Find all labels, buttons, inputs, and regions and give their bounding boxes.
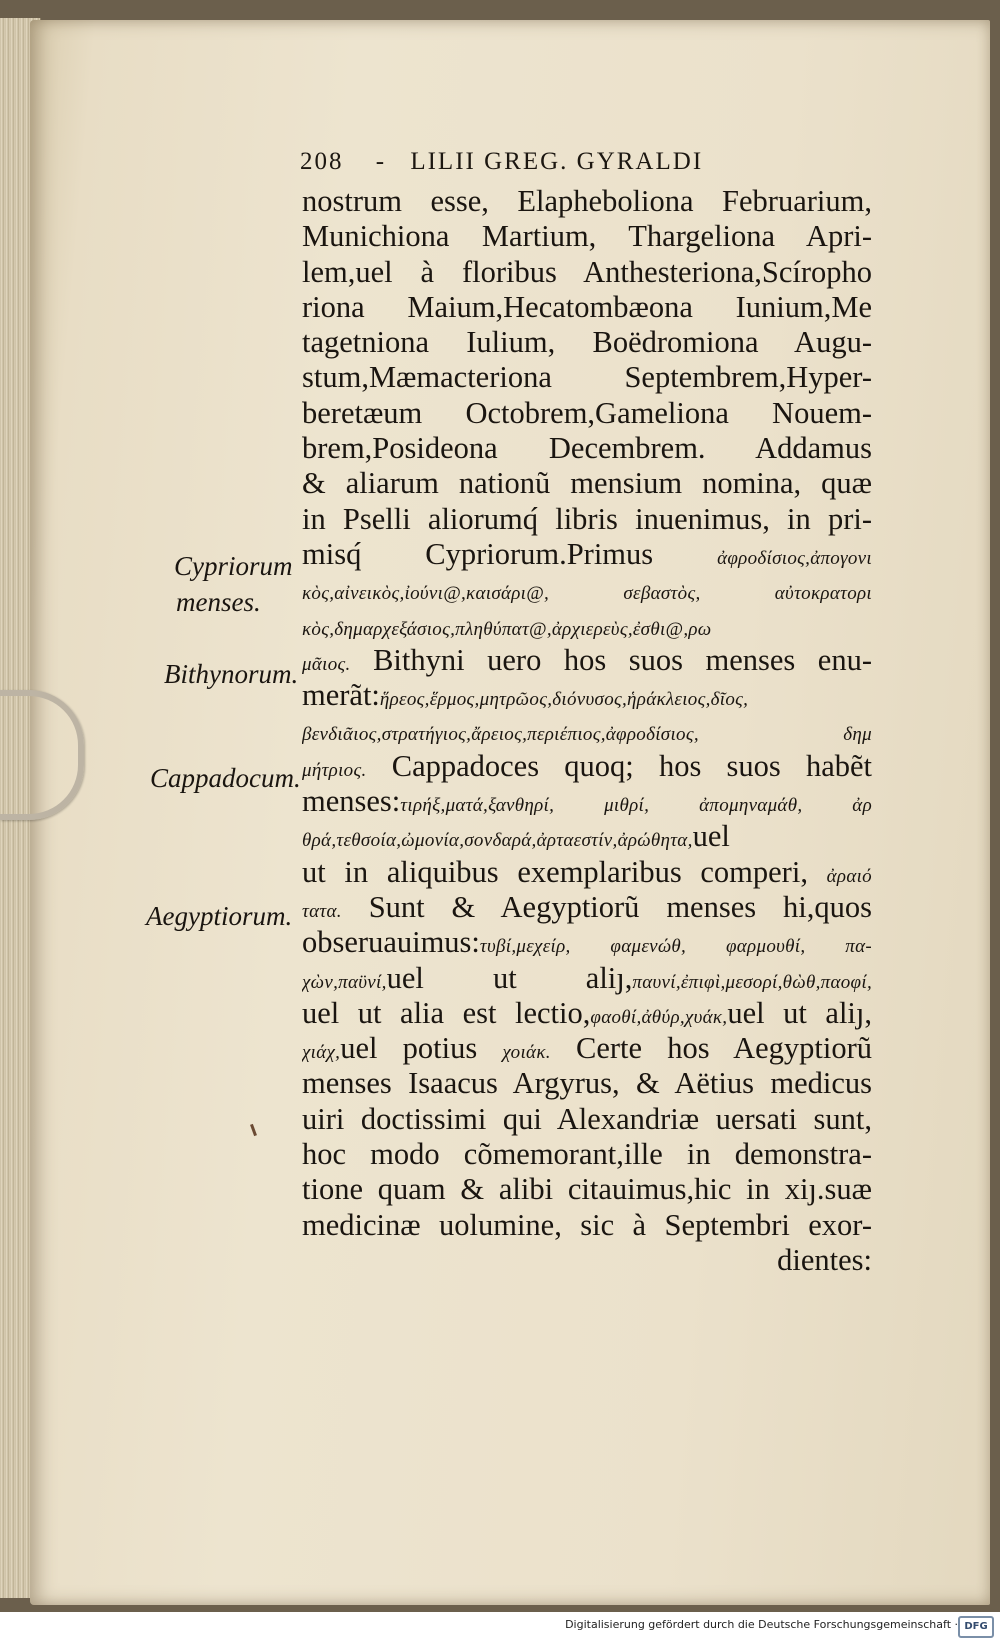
running-head-dash: -	[375, 148, 387, 175]
margin-note-menses: menses.	[176, 587, 261, 617]
latin-text: uiri doctissimi qui Alexandriæ uersati sunt,	[302, 1101, 872, 1136]
margin-note-cappadocum: Cappadocum.	[150, 763, 301, 793]
text-line	[302, 678, 872, 713]
greek-text: ἀφροδίσιος,ἀπογονι	[717, 547, 872, 569]
latin-text: uel ut aliȷ,	[727, 995, 872, 1030]
latin-text: medicinæ uolumine, sic à Septembri exor-	[302, 1207, 872, 1242]
greek-text: φαοθί,ἀθύρ,χυάκ,	[590, 1006, 728, 1028]
latin-text: & aliarum nationũ mensium nomina, quæ	[302, 466, 872, 501]
latin-text: nostrum esse, Elapheboliona Februarium,	[302, 184, 872, 218]
text-line	[302, 749, 872, 784]
dfg-logo: DFG	[958, 1616, 994, 1638]
greek-text: τιρήξ,ματά,ξανθηρί, μιθρί, ἀπομηναμάθ, ἀρ	[400, 795, 872, 817]
text-line	[302, 925, 872, 960]
running-head-author: LILII GREG. GYRALDI	[410, 148, 704, 175]
text-line	[302, 643, 872, 678]
latin-text: brem,Posideona Decembrem. Addamus	[302, 431, 872, 466]
text-line	[302, 1102, 872, 1137]
text-line	[302, 1172, 872, 1207]
page-number: 208	[300, 148, 344, 175]
margin-note-aegyptiorum: Aegyptiorum.	[146, 901, 293, 931]
latin-text: lem,uel à floribus Anthesteriona,Scíropho	[302, 254, 872, 289]
latin-text: uel	[692, 819, 730, 854]
greek-text: ἀραιό	[826, 865, 872, 887]
text-line	[302, 1137, 872, 1172]
latin-text: Sunt & Aegyptiorũ menses hi,quos	[341, 889, 872, 924]
text-line	[302, 1066, 872, 1101]
margin-note-cypriorum: Cypriorum	[174, 551, 293, 581]
text-line	[302, 784, 872, 819]
text-line	[302, 184, 872, 219]
text-line	[302, 855, 872, 890]
text-line	[302, 537, 872, 572]
text-line	[302, 1208, 872, 1243]
latin-text: riona Maium,Hecatombæona Iunium,Me	[302, 289, 872, 324]
latin-text: beretæum Octobrem,Gameliona Nouem-	[302, 395, 872, 430]
latin-text: menses Isaacus Argyrus, & Aëtius medicus	[302, 1066, 872, 1101]
text-line	[302, 713, 872, 748]
latin-text: stum,Mæmacteriona Septembrem,Hyper-	[302, 360, 872, 395]
latin-text: tione quam & alibi citauimus,hic in xiȷ.suæ	[302, 1172, 872, 1207]
text-line	[302, 219, 872, 254]
text-line	[302, 290, 872, 325]
greek-text: ἥρεος,ἕρμος,μητρῶος,διόνυσος,ἡράκλειος,δῖος,	[379, 689, 749, 711]
text-line	[302, 325, 872, 360]
text-line	[302, 466, 872, 501]
latin-text: merãt:	[302, 678, 380, 713]
latin-text: uel ut aliȷ,	[386, 960, 633, 995]
footer-bar	[0, 1612, 1000, 1640]
greek-text: βενδιᾶιος,στρατήγιος,ἄρειος,περιέπιος,ἀφροδίσιος, δημ	[302, 724, 872, 746]
latin-text: uel potius	[340, 1031, 503, 1066]
latin-text: Munichiona Martium, Thargeliona Apri-	[302, 219, 872, 254]
margin-note-bithynorum: Bithynorum.	[164, 659, 299, 689]
text-line	[302, 1243, 872, 1278]
text-line	[302, 502, 872, 537]
latin-text: menses:	[302, 784, 401, 819]
greek-text: τυβί,μεχείρ, φαμενώθ, φαρμουθί, πα-	[479, 936, 872, 958]
latin-text: Bithyni uero hos suos menses enu-	[350, 642, 872, 677]
latin-text: obseruauimus:	[302, 925, 480, 960]
latin-text: ut in aliquibus exemplaribus comperi,	[302, 854, 827, 889]
greek-text: μήτριος.	[302, 759, 367, 781]
text-line	[302, 608, 872, 643]
text-line	[302, 996, 872, 1031]
greek-text: μᾶιος.	[302, 653, 351, 675]
latin-text: hoc modo cõmemorant,ille in demonstra-	[302, 1137, 872, 1172]
running-head	[300, 148, 820, 176]
greek-text: παυνί,ἐπιφὶ,μεσορί,θὼθ,παοφί,	[632, 971, 872, 993]
greek-text: θρά,τεθσοία,ὠμονία,σονδαρά,ἀρταεστίν,ἀρώθητα,	[302, 830, 693, 852]
latin-text: in Pselli aliorumq́ libris inuenimus, in pri-	[302, 501, 872, 536]
latin-text: Certe hos Aegyptiorũ	[550, 1031, 872, 1066]
text-line	[302, 1031, 872, 1066]
text-line	[302, 819, 872, 854]
text-line	[302, 961, 872, 996]
latin-text: uel ut alia est lectio,	[302, 995, 591, 1030]
latin-text: Cappadoces quoq; hos suos habẽt	[366, 748, 872, 783]
text-line	[302, 396, 872, 431]
greek-text: κὸς,δημαρχεξάσιος,πληθύπατ@,ἀρχιερεὺς,ἐσθι@,ρω	[302, 618, 712, 640]
greek-text: τατα.	[302, 900, 342, 922]
text-line	[302, 572, 872, 607]
latin-text: misq́ Cypriorum.Primus	[302, 536, 718, 571]
greek-text: χοιάκ.	[502, 1042, 551, 1064]
text-line	[302, 890, 872, 925]
text-line	[302, 360, 872, 395]
greek-text: κὸς,αἰνεικὸς,ἰούνι@,καισάρι@, σεβαστὸς, αὐτοκρατορι	[302, 583, 872, 605]
latin-text: tagetniona Iulium, Boëdromiona Augu-	[302, 325, 872, 360]
text-line	[302, 255, 872, 290]
text-line	[302, 431, 872, 466]
latin-text: dientes:	[777, 1242, 872, 1277]
funding-credit: Digitalisierung gefördert durch die Deutsche Forschungsgemeinschaft ·	[565, 1618, 958, 1631]
greek-text: χιάχ,	[302, 1042, 341, 1064]
greek-text: χὼν,παϋνί,	[302, 971, 387, 993]
body-text	[302, 184, 872, 1278]
